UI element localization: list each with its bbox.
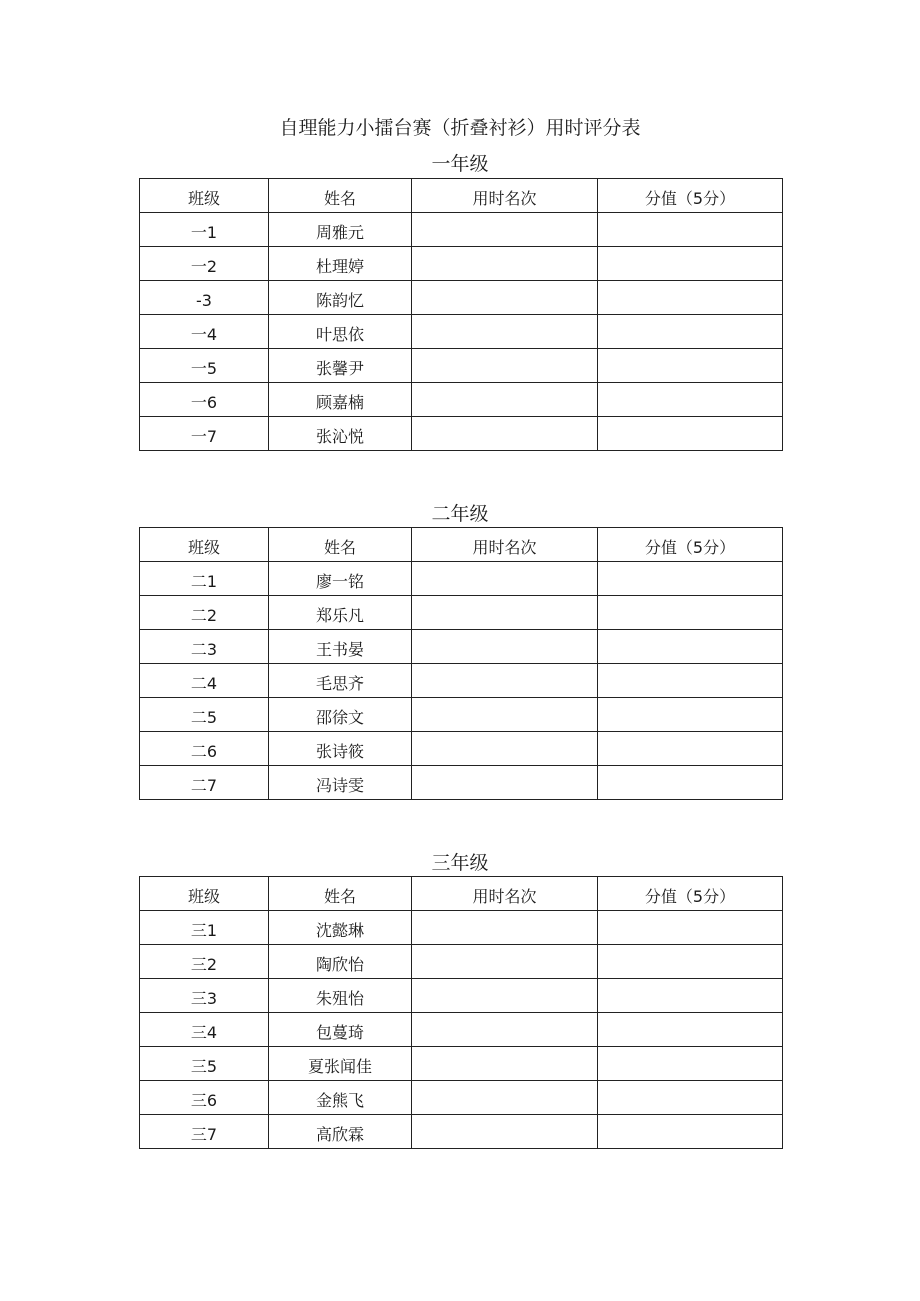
- header-rank: 用时名次: [412, 528, 598, 562]
- name-cell: 王书晏: [269, 630, 412, 664]
- class-cell: 一7: [140, 417, 269, 451]
- rank-cell[interactable]: [412, 349, 598, 383]
- class-cell: 一5: [140, 349, 269, 383]
- rank-cell[interactable]: [412, 383, 598, 417]
- rank-cell[interactable]: [412, 1047, 598, 1081]
- score-cell[interactable]: [598, 1115, 783, 1149]
- name-cell: 朱殂怡: [269, 979, 412, 1013]
- score-table-grade-3: [139, 876, 783, 1149]
- rank-cell[interactable]: [412, 766, 598, 800]
- table-row: [140, 281, 783, 315]
- header-score: 分值（5分）: [598, 528, 783, 562]
- table-row: [140, 1115, 783, 1149]
- class-cell: 二5: [140, 698, 269, 732]
- table-row: [140, 247, 783, 281]
- grade-heading-1: 一年级: [431, 153, 489, 175]
- table-row: [140, 315, 783, 349]
- score-cell[interactable]: [598, 417, 783, 451]
- class-cell: 三3: [140, 979, 269, 1013]
- score-cell[interactable]: [598, 281, 783, 315]
- header-class: 班级: [140, 877, 269, 911]
- table-header-row: [140, 179, 783, 213]
- table-row: [140, 562, 783, 596]
- class-cell: 一2: [140, 247, 269, 281]
- name-cell: 杜理婷: [269, 247, 412, 281]
- table-row: [140, 417, 783, 451]
- rank-cell[interactable]: [412, 1115, 598, 1149]
- rank-cell[interactable]: [412, 945, 598, 979]
- class-cell: 二4: [140, 664, 269, 698]
- class-cell: 一6: [140, 383, 269, 417]
- table-row: [140, 1013, 783, 1047]
- header-name: 姓名: [269, 528, 412, 562]
- table-header-row: [140, 877, 783, 911]
- class-cell: 二3: [140, 630, 269, 664]
- header-score: 分值（5分）: [598, 877, 783, 911]
- table-row: [140, 732, 783, 766]
- name-cell: 张诗筱: [269, 732, 412, 766]
- class-cell: 一1: [140, 213, 269, 247]
- score-cell[interactable]: [598, 911, 783, 945]
- score-cell[interactable]: [598, 596, 783, 630]
- class-cell: 三2: [140, 945, 269, 979]
- class-cell: 二7: [140, 766, 269, 800]
- score-cell[interactable]: [598, 247, 783, 281]
- rank-cell[interactable]: [412, 417, 598, 451]
- class-cell: 三5: [140, 1047, 269, 1081]
- rank-cell[interactable]: [412, 596, 598, 630]
- score-cell[interactable]: [598, 664, 783, 698]
- rank-cell[interactable]: [412, 664, 598, 698]
- score-cell[interactable]: [598, 562, 783, 596]
- table-row: [140, 596, 783, 630]
- name-cell: 顾嘉楠: [269, 383, 412, 417]
- class-cell: 二1: [140, 562, 269, 596]
- name-cell: 叶思依: [269, 315, 412, 349]
- grade-heading-3: 三年级: [431, 852, 489, 874]
- score-table-grade-1: [139, 178, 783, 451]
- score-cell[interactable]: [598, 1013, 783, 1047]
- rank-cell[interactable]: [412, 562, 598, 596]
- header-name: 姓名: [269, 877, 412, 911]
- name-cell: 周雅元: [269, 213, 412, 247]
- table-row: [140, 213, 783, 247]
- score-cell[interactable]: [598, 1081, 783, 1115]
- grade-heading-2: 二年级: [431, 503, 489, 525]
- rank-cell[interactable]: [412, 1081, 598, 1115]
- table-row: [140, 698, 783, 732]
- header-rank: 用时名次: [412, 877, 598, 911]
- table-row: [140, 766, 783, 800]
- class-cell: 一4: [140, 315, 269, 349]
- score-table-grade-2: [139, 527, 783, 800]
- rank-cell[interactable]: [412, 315, 598, 349]
- class-cell: 三4: [140, 1013, 269, 1047]
- score-cell[interactable]: [598, 945, 783, 979]
- score-cell[interactable]: [598, 979, 783, 1013]
- header-score: 分值（5分）: [598, 179, 783, 213]
- table-header-row: [140, 528, 783, 562]
- name-cell: 陈韵忆: [269, 281, 412, 315]
- table-row: [140, 1081, 783, 1115]
- rank-cell[interactable]: [412, 213, 598, 247]
- score-cell[interactable]: [598, 213, 783, 247]
- name-cell: 夏张闻佳: [269, 1047, 412, 1081]
- header-class: 班级: [140, 179, 269, 213]
- name-cell: 包蔓琦: [269, 1013, 412, 1047]
- rank-cell[interactable]: [412, 247, 598, 281]
- rank-cell[interactable]: [412, 281, 598, 315]
- score-cell[interactable]: [598, 1047, 783, 1081]
- header-rank: 用时名次: [412, 179, 598, 213]
- name-cell: 陶欣怡: [269, 945, 412, 979]
- name-cell: 邵徐文: [269, 698, 412, 732]
- score-cell[interactable]: [598, 766, 783, 800]
- score-cell[interactable]: [598, 630, 783, 664]
- table-row: [140, 383, 783, 417]
- rank-cell[interactable]: [412, 630, 598, 664]
- score-cell[interactable]: [598, 315, 783, 349]
- class-cell: 三6: [140, 1081, 269, 1115]
- table-row: [140, 349, 783, 383]
- class-cell: 三7: [140, 1115, 269, 1149]
- class-cell: -3: [140, 281, 269, 315]
- table-row: [140, 911, 783, 945]
- score-cell[interactable]: [598, 732, 783, 766]
- class-cell: 二2: [140, 596, 269, 630]
- name-cell: 沈懿琳: [269, 911, 412, 945]
- name-cell: 张馨尹: [269, 349, 412, 383]
- rank-cell[interactable]: [412, 698, 598, 732]
- name-cell: 高欣霖: [269, 1115, 412, 1149]
- name-cell: 张沁悦: [269, 417, 412, 451]
- name-cell: 金熊飞: [269, 1081, 412, 1115]
- header-class: 班级: [140, 528, 269, 562]
- table-row: [140, 664, 783, 698]
- table-row: [140, 945, 783, 979]
- score-cell[interactable]: [598, 383, 783, 417]
- name-cell: 冯诗雯: [269, 766, 412, 800]
- table-row: [140, 1047, 783, 1081]
- rank-cell[interactable]: [412, 979, 598, 1013]
- rank-cell[interactable]: [412, 911, 598, 945]
- table-row: [140, 979, 783, 1013]
- name-cell: 廖一铭: [269, 562, 412, 596]
- class-cell: 三1: [140, 911, 269, 945]
- rank-cell[interactable]: [412, 1013, 598, 1047]
- header-name: 姓名: [269, 179, 412, 213]
- rank-cell[interactable]: [412, 732, 598, 766]
- table-row: [140, 630, 783, 664]
- document-title: 自理能力小擂台赛（折叠衬衫）用时评分表: [279, 117, 641, 139]
- class-cell: 二6: [140, 732, 269, 766]
- score-cell[interactable]: [598, 349, 783, 383]
- score-cell[interactable]: [598, 698, 783, 732]
- name-cell: 毛思齐: [269, 664, 412, 698]
- name-cell: 郑乐凡: [269, 596, 412, 630]
